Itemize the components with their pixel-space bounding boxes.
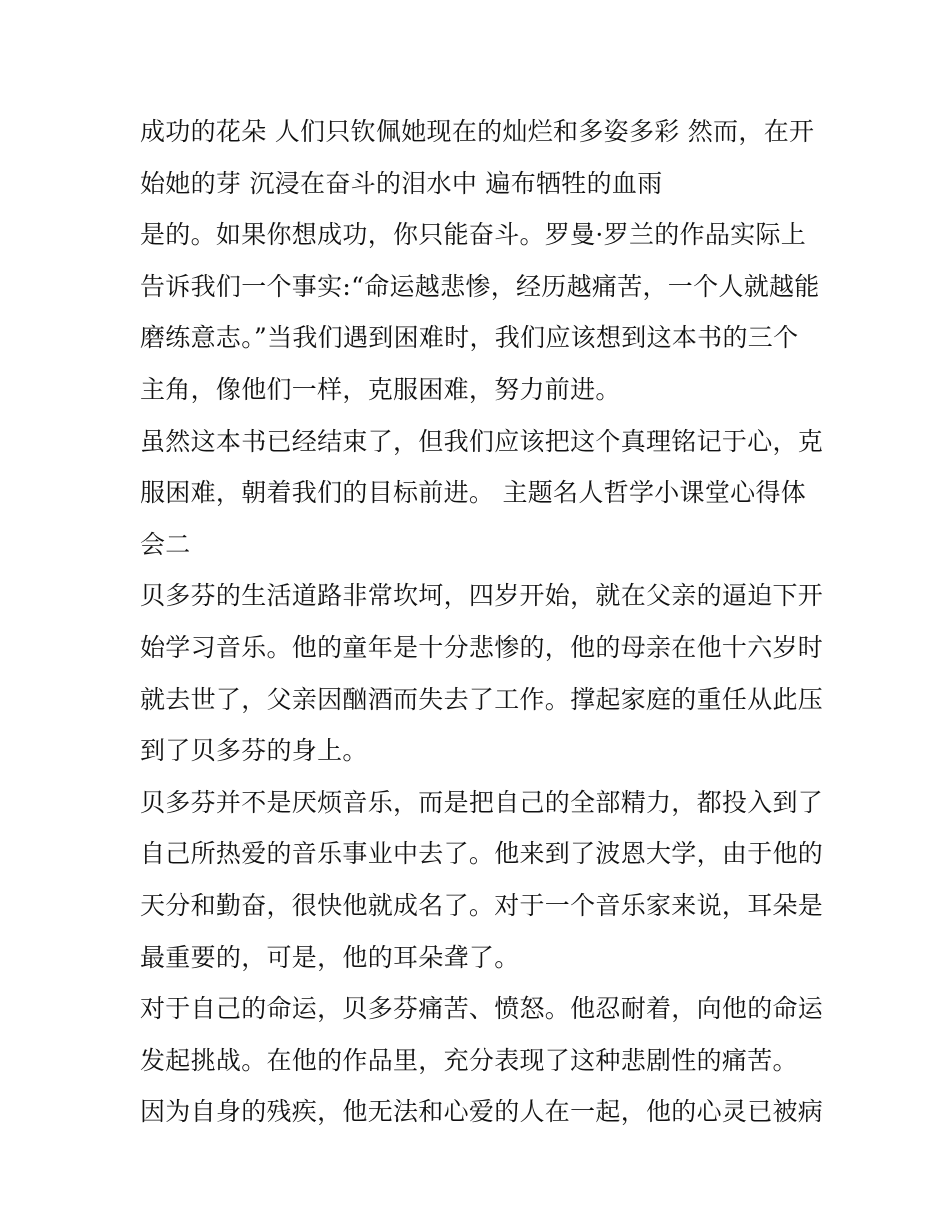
text-line: 磨练意志。”当我们遇到困难时，我们应该想到这本书的三个 <box>140 323 799 353</box>
text-line: 是的。如果你想成功，你只能奋斗。罗曼·罗兰的作品实际上 <box>140 220 807 250</box>
text-line: 成功的花朵 人们只钦佩她现在的灿烂和多姿多彩 然而，在开 <box>140 117 815 146</box>
text-line: 天分和勤奋，很快他就成名了。对于一个音乐家来说，耳朵是 <box>140 890 824 920</box>
text-line: 主角，像他们一样，克服困难，努力前进。 <box>140 374 621 404</box>
text-line: 发起挑战。在他的作品里，充分表现了这种悲剧性的痛苦。 <box>140 1045 798 1075</box>
text-line: 自己所热爱的音乐事业中去了。他来到了波恩大学，由于他的 <box>140 839 824 869</box>
text-line: 始学习音乐。他的童年是十分悲惨的，他的母亲在他十六岁时 <box>140 632 824 662</box>
text-line: 会二 <box>140 529 191 559</box>
text-line: 就去世了，父亲因酗酒而失去了工作。撑起家庭的重任从此压 <box>140 684 824 714</box>
text-line: 虽然这本书已经结束了，但我们应该把这个真理铭记于心，克 <box>140 426 824 456</box>
text-line: 贝多芬的生活道路非常坎坷，四岁开始，就在父亲的逼迫下开 <box>140 581 824 611</box>
text-line: 最重要的，可是，他的耳朵聋了。 <box>140 942 520 972</box>
text-line: 到了贝多芬的身上。 <box>140 736 368 766</box>
text-line: 告诉我们一个事实:“命运越悲惨，经历越痛苦，一个人就越能 <box>140 271 820 301</box>
text-line: 贝多芬并不是厌烦音乐，而是把自己的全部精力，都投入到了 <box>140 787 824 817</box>
document-body <box>140 106 824 1138</box>
text-line: 服困难，朝着我们的目标前进。 主题名人哲学小课堂心得体 <box>140 478 807 508</box>
text-line: 对于自己的命运，贝多芬痛苦、愤怒。他忍耐着，向他的命运 <box>140 994 824 1024</box>
text-line: 始她的芽 沉浸在奋斗的泪水中 遍布牺牲的血雨 <box>140 168 663 198</box>
text-line: 因为自身的残疾，他无法和心爱的人在一起，他的心灵已被病 <box>140 1097 824 1127</box>
